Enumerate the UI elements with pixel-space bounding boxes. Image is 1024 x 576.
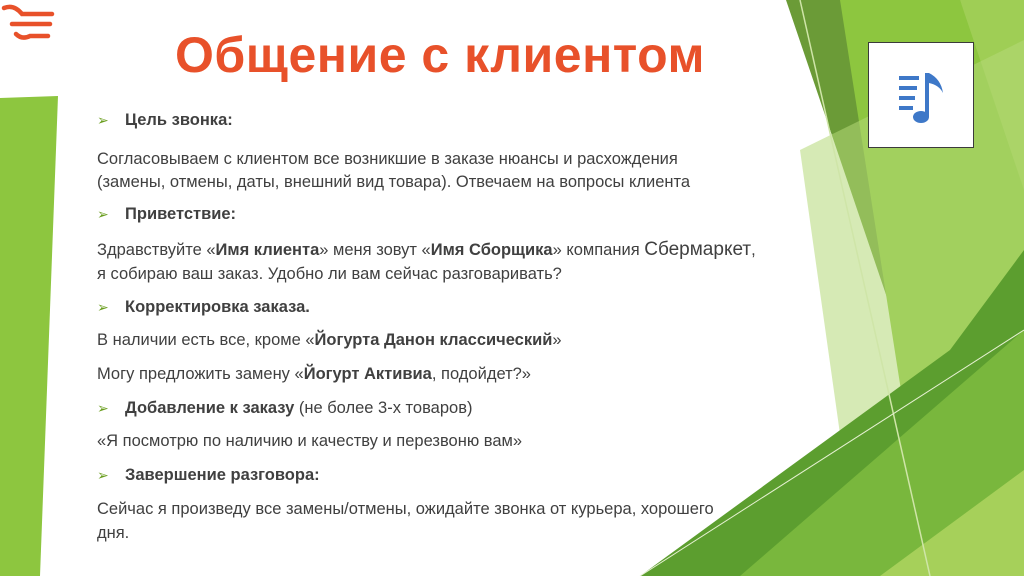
music-note-list-icon bbox=[869, 43, 973, 147]
section-heading: Добавление к заказу bbox=[125, 399, 295, 417]
audio-media-placeholder[interactable] bbox=[868, 42, 974, 148]
closing-text-line-1: Сейчас я произведу все замены/отмены, ожидайте звонка от курьера, хорошего bbox=[97, 500, 714, 518]
section-heading: Завершение разговора: bbox=[125, 466, 320, 484]
section-heading: Приветствие: bbox=[125, 205, 237, 223]
correction-text-line-2: Могу предложить замену «Йогурт Активиа, подойдет?» bbox=[97, 365, 531, 383]
correction-text-line-1: В наличии есть все, кроме «Йогурта Данон классический» bbox=[97, 331, 562, 349]
addition-text-line: «Я посмотрю по наличию и качеству и перезвоню вам» bbox=[97, 432, 523, 450]
goal-text-line-1: Согласовываем с клиентом все возникшие в заказе нюансы и расхождения bbox=[97, 150, 678, 168]
closing-text-line-2: дня. bbox=[97, 524, 130, 542]
bullet-icon: ➢ bbox=[97, 467, 109, 483]
bullet-icon: ➢ bbox=[97, 299, 109, 315]
greeting-text-line-2: я собираю ваш заказ. Удобно ли вам сейчас разговаривать? bbox=[97, 265, 562, 283]
section-heading-note: (не более 3-х товаров) bbox=[294, 399, 473, 417]
section-heading: Корректировка заказа. bbox=[125, 298, 310, 316]
bullet-icon: ➢ bbox=[97, 206, 109, 222]
section-heading: Цель звонка: bbox=[125, 111, 233, 129]
bullet-icon: ➢ bbox=[97, 400, 109, 416]
bullet-icon: ➢ bbox=[97, 112, 109, 128]
slide-title: Общение с клиентом bbox=[175, 27, 705, 83]
goal-text-line-2: (замены, отмены, даты, внешний вид товара). Отвечаем на вопросы клиента bbox=[97, 173, 691, 191]
greeting-text-line-1: Здравствуйте «Имя клиента» меня зовут «Имя Сборщика» компания Сбермаркет, bbox=[97, 239, 756, 260]
